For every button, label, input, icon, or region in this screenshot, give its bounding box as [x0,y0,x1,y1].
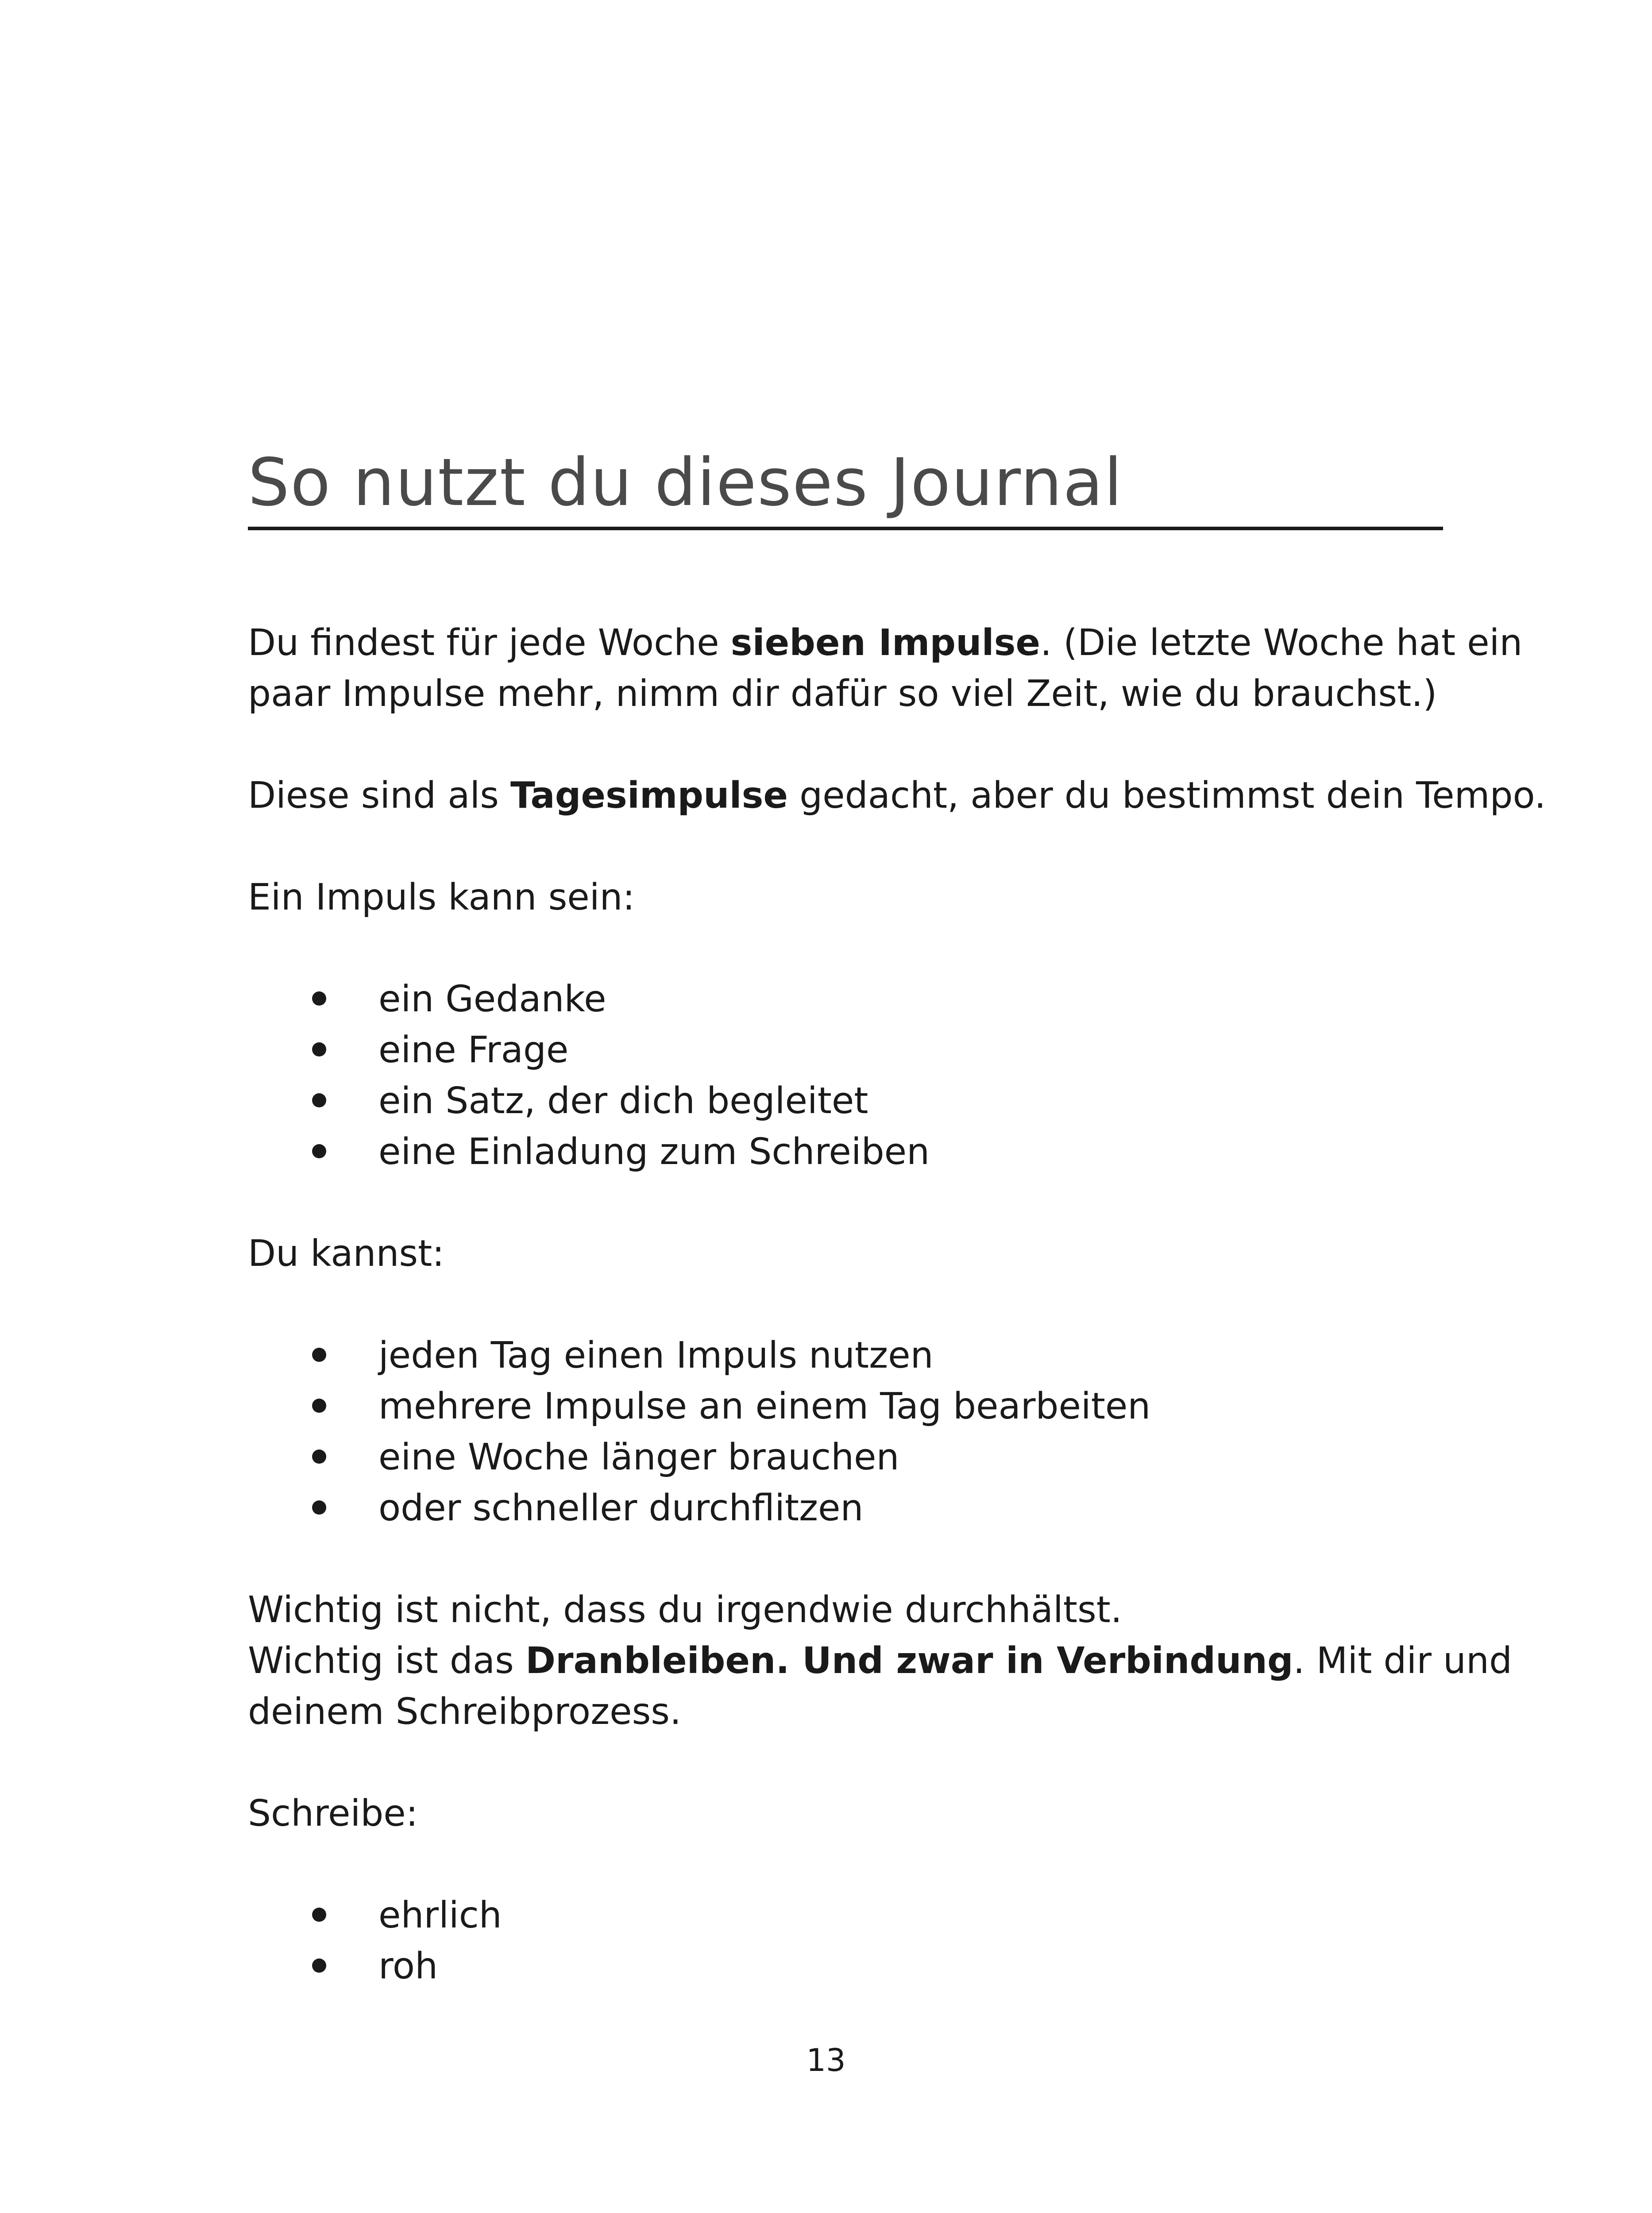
list-item-text: jeden Tag einen Impuls nutzen [378,1334,934,1376]
list-item-text: eine Woche länger brauchen [378,1436,899,1478]
list-item [248,1483,1443,1534]
list-item-text: oder schneller durchflitzen [378,1487,864,1529]
paragraph-wichtig-line2 [248,1635,1513,1686]
title-underline [248,527,1443,530]
spacer [248,1177,1443,1228]
list-item [248,1890,1443,1941]
bullet-list-du-kannst [248,1330,1443,1534]
list-item [248,1025,1443,1076]
bullet-icon [312,1500,326,1515]
bullet-icon [312,1450,326,1464]
list-item [248,1126,1443,1177]
bullet-list-impulse [248,974,1443,1177]
paragraph-wichtig-line3: deinem Schreibprozess. [248,1691,682,1733]
list-item [248,1432,1443,1483]
body-text [248,617,1546,1992]
bullet-list-schreibe [248,1890,1443,1992]
list-item [248,1381,1443,1432]
text-span: Du findest für jede Woche [248,622,731,664]
bullet-icon [312,1042,326,1056]
bullet-icon [312,1959,326,1973]
page-number: 13 [806,2042,846,2078]
spacer [248,719,1443,770]
paragraph-impuls-kann-sein: Ein Impuls kann sein: [248,876,635,918]
spacer [248,1737,1443,1788]
list-item-text: ein Gedanke [378,978,606,1020]
paragraph-tagesimpulse [248,770,1546,821]
bullet-icon [312,1908,326,1922]
paragraph-schreibe: Schreibe: [248,1793,418,1835]
bullet-icon [312,1093,326,1107]
spacer [248,1839,1443,1890]
list-item [248,1076,1443,1126]
list-item-text: ehrlich [378,1894,502,1936]
bullet-icon [312,1399,326,1413]
bullet-icon [312,1348,326,1362]
list-item [248,974,1443,1025]
list-item [248,1941,1443,1992]
spacer [248,1534,1443,1585]
list-item-text: eine Einladung zum Schreiben [378,1131,930,1173]
list-item-text: roh [378,1945,438,1987]
paragraph-intro-line2: paar Impulse mehr, nimm dir dafür so viel Zeit, wie du brauchst.) [248,673,1437,715]
page-title: So nutzt du dieses Journal [248,444,1123,520]
spacer [248,821,1443,872]
paragraph-wichtig-line1: Wichtig ist nicht, dass du irgendwie durchhältst. [248,1589,1122,1631]
bold-text: sieben Impulse [730,622,1040,664]
bullet-icon [312,991,326,1006]
text-span: . (Die letzte Woche hat ein [1040,622,1523,664]
text-span: gedacht, aber du bestimmst dein Tempo. [788,775,1546,817]
bullet-icon [312,1144,326,1158]
text-span: . Mit dir und [1293,1640,1513,1682]
list-item-text: mehrere Impulse an einem Tag bearbeiten [378,1385,1151,1427]
paragraph-du-kannst: Du kannst: [248,1233,444,1275]
bold-text: Dranbleiben. Und zwar in Verbindung [525,1640,1293,1682]
spacer [248,923,1443,974]
spacer [248,1279,1443,1330]
paragraph-intro-line1 [248,617,1523,668]
list-item-text: eine Frage [378,1029,569,1071]
text-span: Wichtig ist das [248,1640,525,1682]
text-span: Diese sind als [248,775,511,817]
bold-text: Tagesimpulse [510,775,788,817]
list-item [248,1330,1443,1381]
list-item-text: ein Satz, der dich begleitet [378,1080,868,1122]
